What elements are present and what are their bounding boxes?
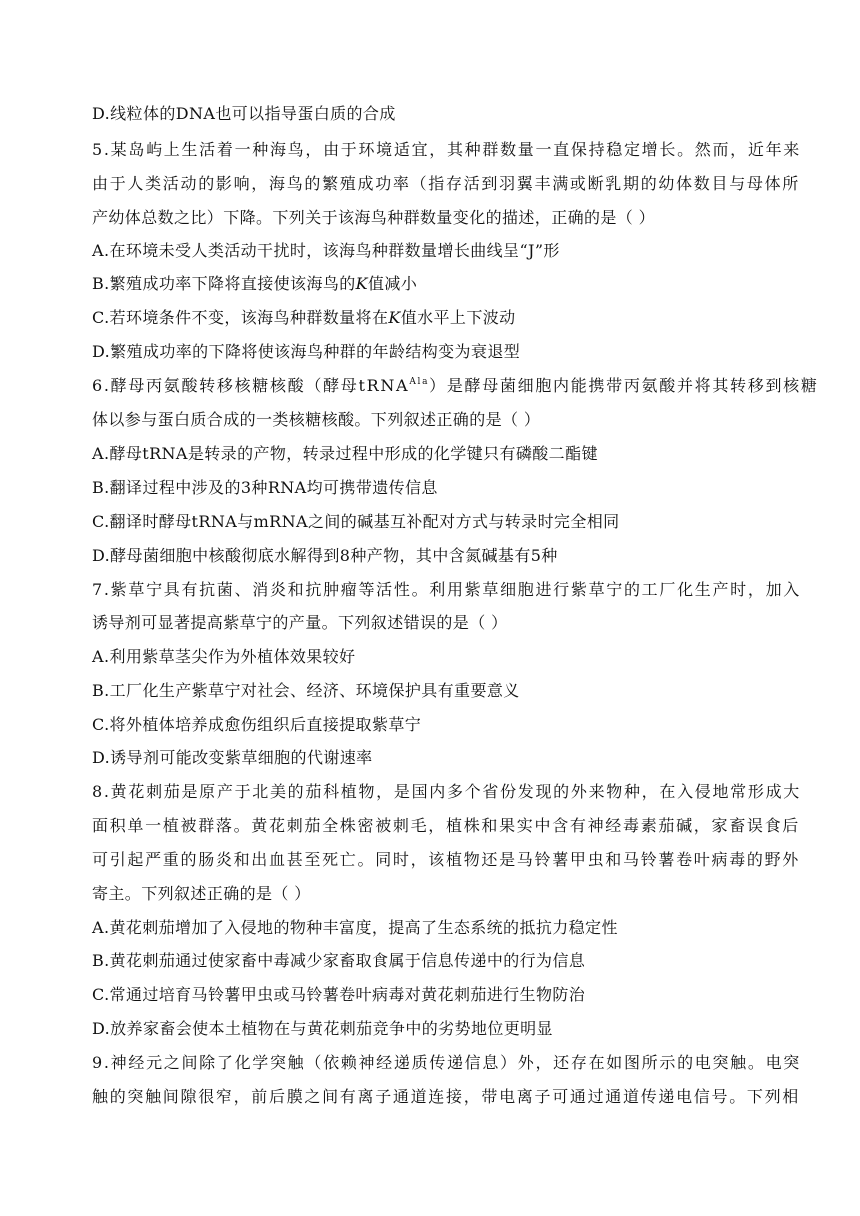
question-5-stem-line-2: 由于人类活动的影响，海鸟的繁殖成功率（指存活到羽翼丰满或断乳期的幼体数目与母体所 (92, 174, 801, 193)
option-d-q5: D.繁殖成功率的下降将使该海鸟种群的年龄结构变为衰退型 (92, 342, 521, 361)
question-7-stem-line-1: 7.紫草宁具有抗菌、消炎和抗肿瘤等活性。利用紫草细胞进行紫草宁的工厂化生产时，加入 (92, 580, 801, 599)
option-c-q8: C.常通过培育马铃薯甲虫或马铃薯卷叶病毒对黄花刺茄进行生物防治 (92, 985, 586, 1004)
option-a-q8: A.黄花刺茄增加了入侵地的物种丰富度，提高了生态系统的抵抗力稳定性 (92, 918, 618, 937)
question-8-stem-line-1: 8.黄花刺茄是原产于北美的茄科植物，是国内多个省份发现的外来物种，在入侵地常形成大 (92, 782, 801, 801)
question-8-stem-line-4: 寄主。下列叙述正确的是（ ） (92, 884, 311, 903)
option-a-q5: A.在环境未受人类活动干扰时，该海鸟种群数量增长曲线呈“J”形 (92, 241, 560, 260)
option-b-q5 (92, 274, 782, 294)
option-d-q4: D.线粒体的DNA也可以指导蛋白质的合成 (92, 104, 396, 123)
question-5-stem-line-1: 5.某岛屿上生活着一种海鸟，由于环境适宜，其种群数量一直保持稳定增长。然而，近年来 (92, 140, 801, 159)
option-c-q5-text-2: 值水平上下波动 (400, 308, 516, 327)
option-c-q5 (92, 308, 782, 328)
option-d-q6: D.酵母菌细胞中核酸彻底水解得到8种产物，其中含氮碱基有5种 (92, 546, 558, 565)
option-c-q6: C.翻译时酵母tRNA与mRNA之间的碱基互补配对方式与转录时完全相同 (92, 512, 620, 531)
question-9-stem-line-1: 9.神经元之间除了化学突触（依赖神经递质传递信息）外，还存在如图所示的电突触。电突 (92, 1053, 801, 1072)
option-d-q7: D.诱导剂可能改变紫草细胞的代谢速率 (92, 748, 373, 767)
option-d-q8: D.放养家畜会使本土植物在与黄花刺茄竞争中的劣势地位更明显 (92, 1019, 553, 1038)
trna-ala-superscript: Ala (409, 377, 430, 387)
option-b-q8: B.黄花刺茄通过使家畜中毒减少家畜取食属于信息传递中的行为信息 (92, 951, 586, 970)
question-6-stem-line-1 (92, 376, 819, 396)
question-8-stem-line-3: 可引起严重的肠炎和出血甚至死亡。同时，该植物还是马铃薯甲虫和马铃薯卷叶病毒的野外 (92, 850, 801, 869)
option-b-q5-text-2: 值减小 (368, 274, 418, 293)
question-6-text-2: ）是酵母菌细胞内能携带丙氨酸并将其转移到核糖 (429, 376, 819, 395)
k-value-symbol: K (388, 308, 401, 327)
question-6-text-1: 6.酵母丙氨酸转移核糖核酸（酵母tRNA (92, 376, 410, 395)
option-a-q7: A.利用紫草茎尖作为外植体效果较好 (92, 647, 356, 666)
question-6-stem-line-2: 体以参与蛋白质合成的一类核糖核酸。下列叙述正确的是（ ） (92, 410, 541, 429)
question-5-stem-line-3: 产幼体总数之比）下降。下列关于该海鸟种群数量变化的描述，正确的是（ ） (92, 208, 656, 227)
question-9-stem-line-2: 触的突触间隙很窄，前后膜之间有离子通道连接，带电离子可通过通道传递电信号。下列相 (92, 1087, 801, 1106)
option-b-q7: B.工厂化生产紫草宁对社会、经济、环境保护具有重要意义 (92, 681, 520, 700)
option-b-q6: B.翻译过程中涉及的3种RNA均可携带遗传信息 (92, 478, 438, 497)
option-c-q5-text-1: C.若环境条件不变，该海鸟种群数量将在 (92, 308, 389, 327)
question-7-stem-line-2: 诱导剂可显著提高紫草宁的产量。下列叙述错误的是（ ） (92, 613, 508, 632)
question-8-stem-line-2: 面积单一植被群落。黄花刺茄全株密被刺毛，植株和果实中含有神经毒素茄碱，家畜误食后 (92, 816, 801, 835)
option-c-q7: C.将外植体培养成愈伤组织后直接提取紫草宁 (92, 715, 422, 734)
k-value-symbol: K (355, 274, 369, 293)
option-a-q6: A.酵母tRNA是转录的产物，转录过程中形成的化学键只有磷酸二酯键 (92, 444, 598, 463)
option-b-q5-text-1: B.繁殖成功率下降将直接使该海鸟的 (92, 274, 356, 293)
